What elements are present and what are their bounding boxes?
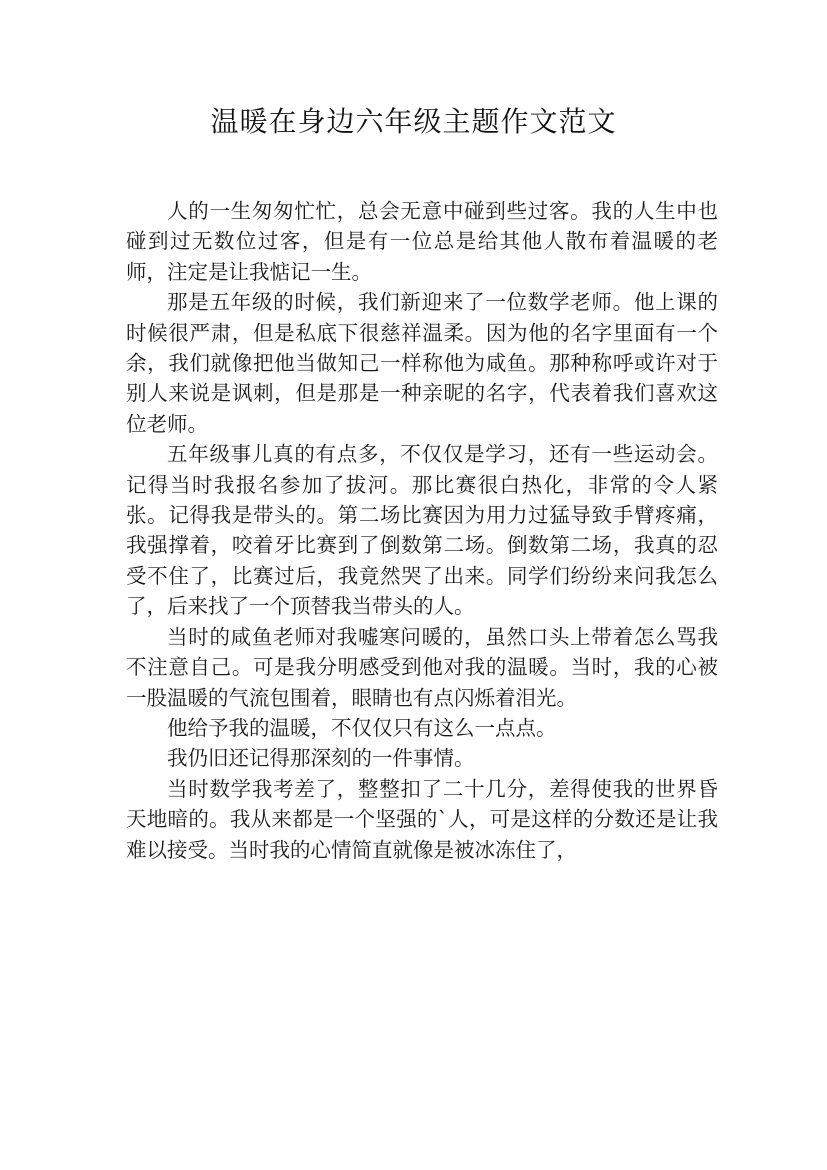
paragraph: 人的一生匆匆忙忙，总会无意中碰到些过客。我的人生中也碰到过无数位过客，但是有一位总是给其他人散布着温暖的老师，注定是让我惦记一生。 bbox=[126, 199, 718, 284]
paragraph: 五年级事儿真的有点多，不仅仅是学习，还有一些运动会。记得当时我报名参加了拔河。那比赛很白热化，非常的令人紧张。记得我是带头的。第二场比赛因为用力过猛导致手臂疼痛，我强撑着，咬着牙比赛到了倒数第二场。倒数第二场，我真的忍受不住了，比赛过后，我竟然哭了出来。同学们纷纷来问我怎么了，后来找了一个顶替我当带头的人。 bbox=[126, 442, 718, 619]
paragraph: 当时数学我考差了，整整扣了二十几分，差得使我的世界昏天地暗的。我从来都是一个坚强的`人，可是这样的分数还是让我难以接受。当时我的心情简直就像是被冰冻住了， bbox=[126, 776, 718, 862]
document-body bbox=[126, 196, 718, 865]
paragraph: 我仍旧还记得那深刻的一件事情。 bbox=[167, 746, 475, 771]
paragraph: 他给予我的温暖，不仅仅只有这么一点点。 bbox=[167, 715, 557, 740]
paragraph: 当时的咸鱼老师对我嘘寒问暖的，虽然口头上带着怎么骂我不注意自己。可是我分明感受到他对我的温暖。当时，我的心被一股温暖的气流包围着，眼睛也有点闪烁着泪光。 bbox=[126, 624, 718, 710]
paragraph: 那是五年级的时候，我们新迎来了一位数学老师。他上课的时候很严肃，但是私底下很慈祥温柔。因为他的名字里面有一个余，我们就像把他当做知己一样称他为咸鱼。那种称呼或许对于别人来说是讽刺，但是那是一种亲昵的名字，代表着我们喜欢这位老师。 bbox=[126, 290, 718, 436]
document-title: 温暖在身边六年级主题作文范文 bbox=[210, 105, 617, 138]
